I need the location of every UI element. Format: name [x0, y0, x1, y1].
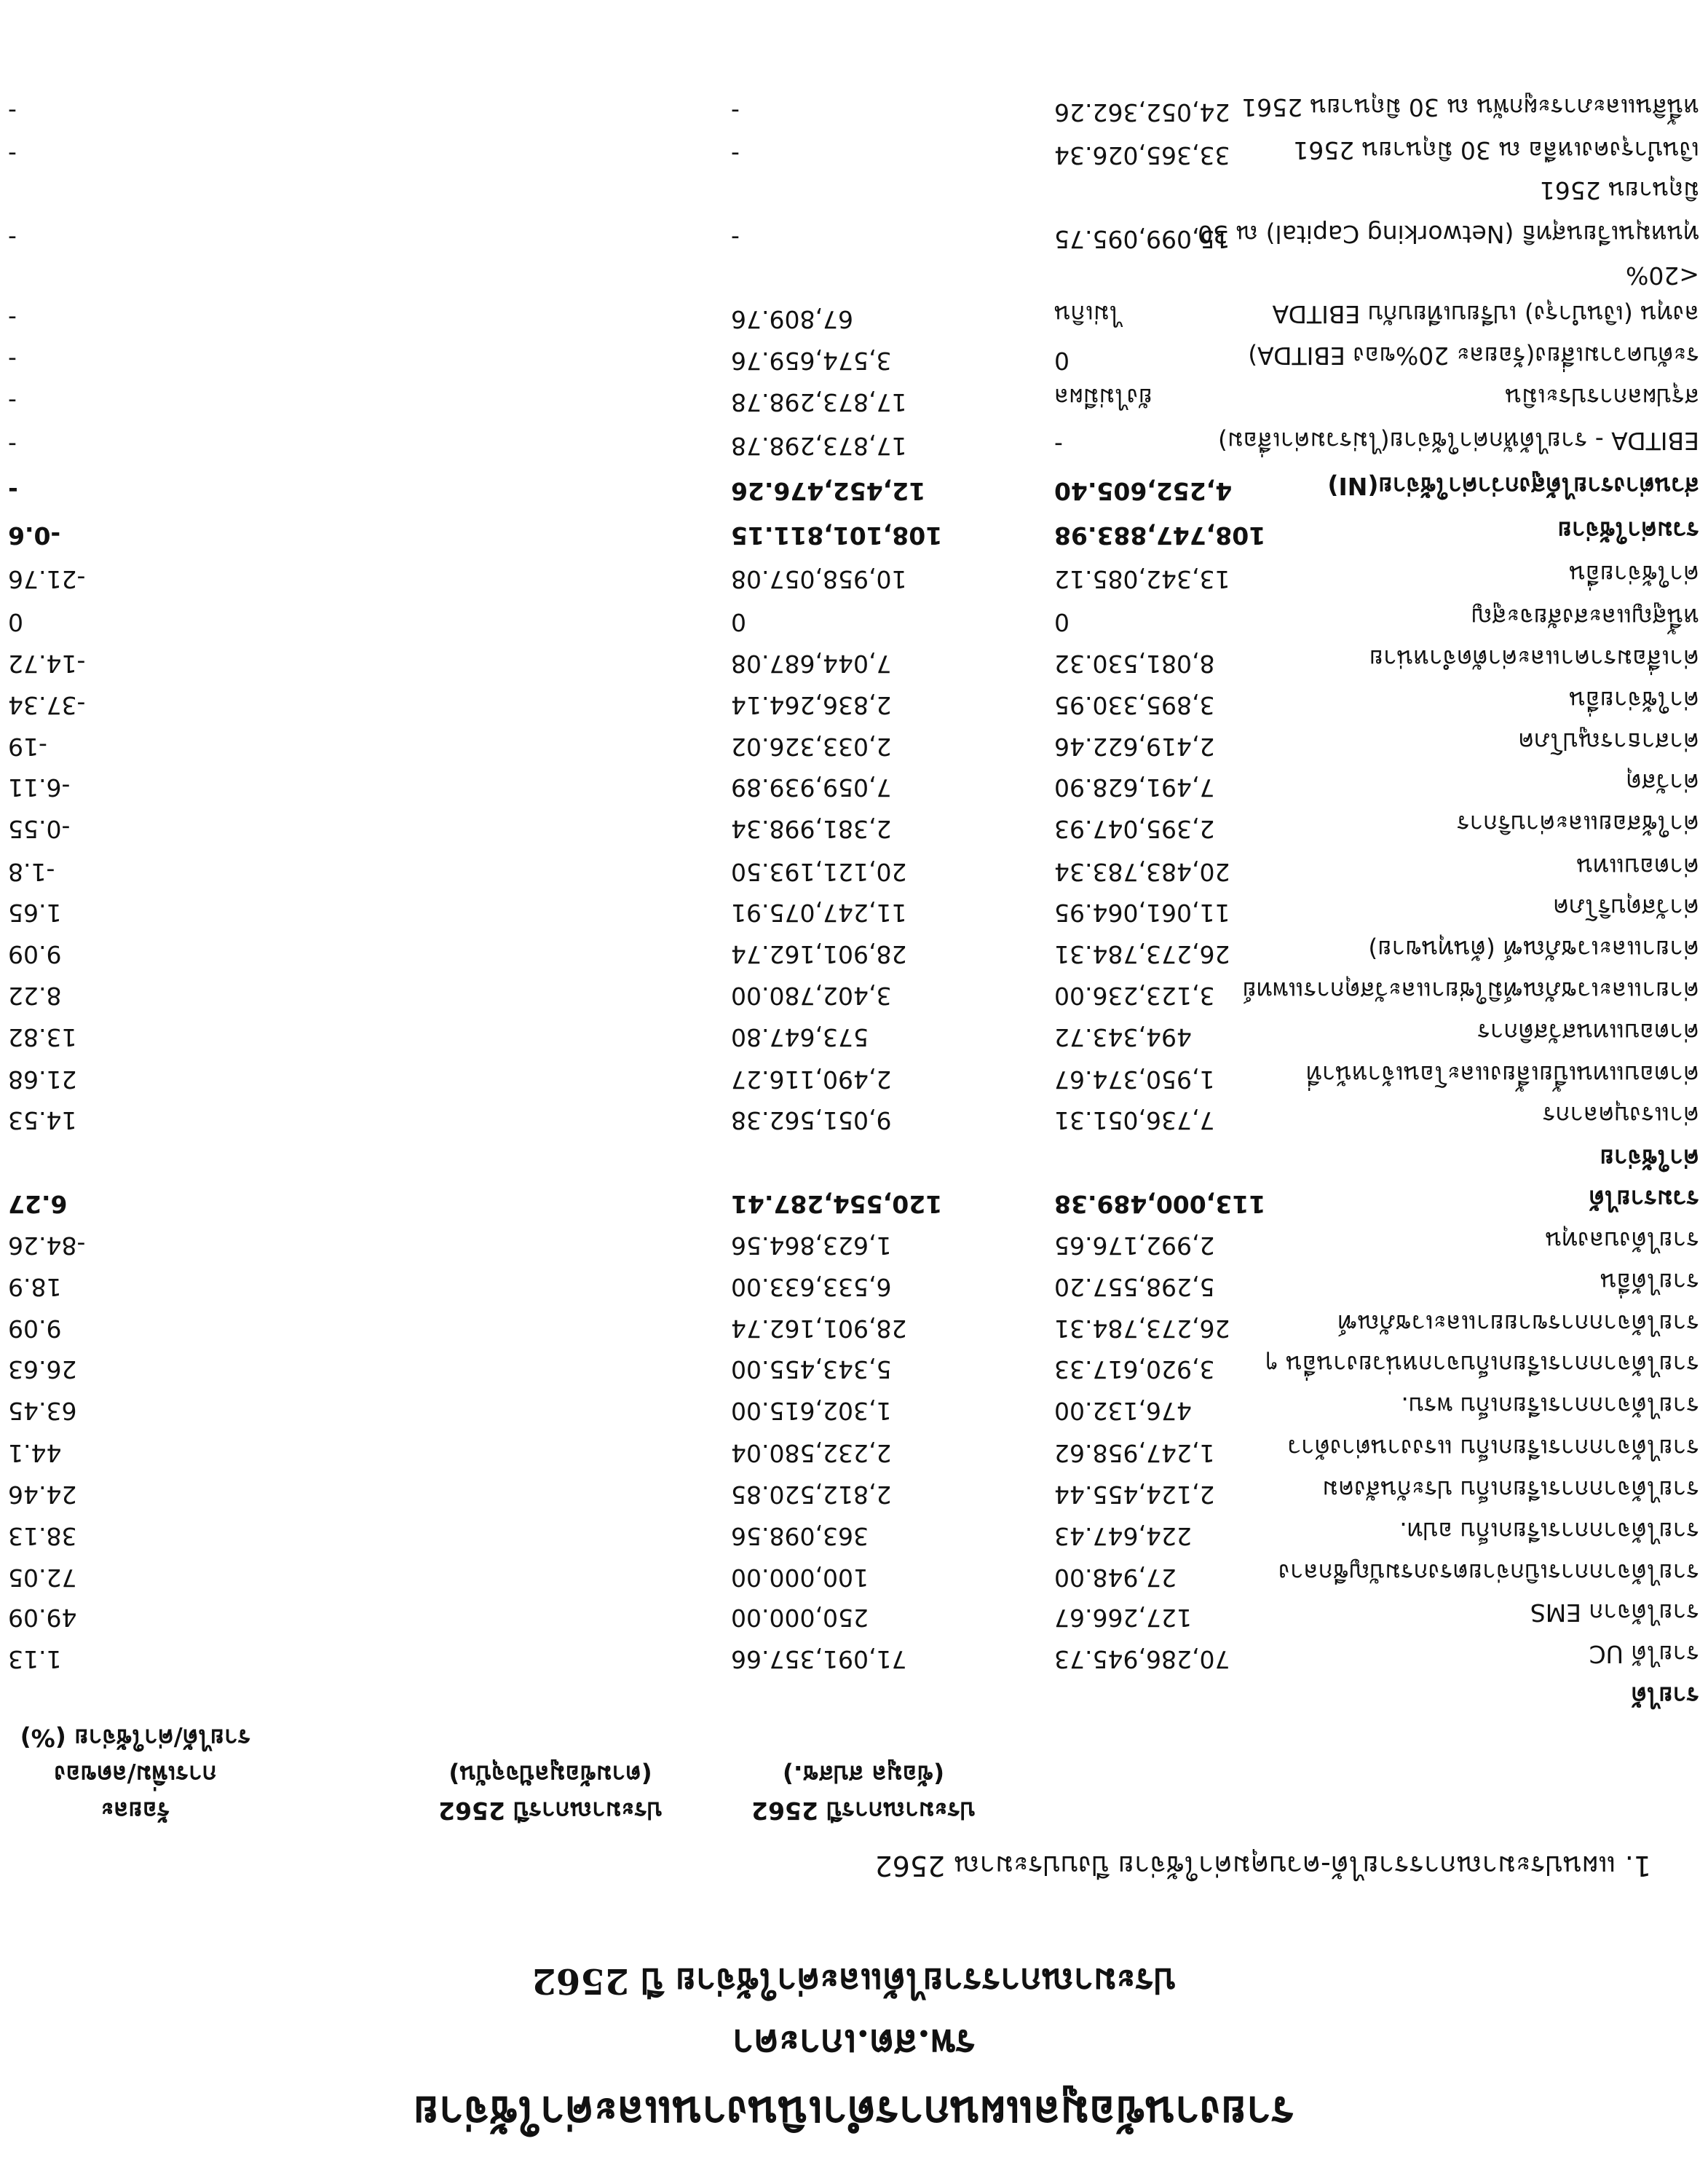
value-col2: 28,901,162.74	[731, 940, 907, 969]
value-col1: 2,419,622.46	[1054, 733, 1215, 761]
col3-header-line1: ร้อยละ	[100, 1797, 170, 1825]
value-col3: -	[8, 388, 17, 417]
col2-header-line2: (ตามข้อมูลปัจจุบัน)	[448, 1760, 652, 1789]
table-row	[0, 472, 1708, 505]
value-col3: -37.34	[8, 691, 86, 720]
table-row	[0, 1599, 1708, 1632]
row-label: ค่าตอบแทน	[1576, 853, 1699, 881]
row-label: รายได้	[1631, 1682, 1699, 1710]
row-label: ค่าเสื่อมราคาและค่าตัดจำหน่าย	[1369, 644, 1699, 673]
value-col1: 2,124,455.44	[1054, 1481, 1215, 1509]
value-col2: 17,873,298.78	[731, 432, 907, 460]
value-col2: 12,452,476.26	[731, 477, 926, 505]
value-col3: -	[8, 347, 17, 375]
col2-header-line1: ประมาณการปี 2562	[438, 1797, 663, 1825]
value-col1: 11,061,064.95	[1054, 899, 1230, 927]
table-row	[0, 516, 1708, 550]
main-title: รายงานข้อมูลแผนการดำเนินงานและค่าใช้จ่าย	[413, 2086, 1295, 2137]
value-col3: 0	[8, 608, 23, 636]
value-col1: 0	[1054, 608, 1070, 636]
row-label: เงินบำรุงคงเหลือ ณ 30 มิถุนายน 2561	[1293, 136, 1699, 165]
value-col1: 8,081,530.32	[1054, 650, 1215, 678]
table-row	[0, 342, 1708, 375]
table-row	[0, 810, 1708, 843]
value-col1: 33,365,026.34	[1054, 141, 1230, 170]
table-row	[0, 1268, 1708, 1301]
value-col2: 7,044,687.08	[731, 650, 892, 678]
value-col2: -	[731, 225, 740, 253]
value-col1: 27,948.00	[1054, 1564, 1177, 1592]
value-col1: 2,992,176.65	[1054, 1231, 1215, 1260]
org-title: รพ.สต.เกาะคา	[732, 2021, 976, 2065]
value-col1: 224,647.43	[1054, 1522, 1192, 1550]
value-col1: 24,052,362.26	[1054, 98, 1230, 127]
row-label: ค่าแรงบุคลากร	[1542, 1101, 1699, 1130]
value-col1: 15,099,095.75	[1054, 225, 1230, 253]
value-col1: 5,298,557.20	[1054, 1273, 1215, 1301]
table-row	[0, 1682, 1708, 1715]
value-col2: 17,873,298.78	[731, 388, 907, 417]
value-col1: -	[1054, 432, 1063, 460]
value-col2: 100,000.00	[731, 1564, 869, 1592]
value-col1: 476,132.00	[1054, 1397, 1192, 1425]
row-label: ค่าวัสดุ	[1626, 768, 1699, 797]
value-col2: 573,647.80	[731, 1023, 869, 1052]
row-label: รวมค่าใช้จ่าย	[1557, 516, 1699, 545]
value-col2: -	[731, 98, 740, 127]
table-row	[0, 644, 1708, 678]
table-row	[0, 1018, 1708, 1052]
value-col3: 6.27	[8, 1190, 68, 1218]
row-label: หนี้สูญและสงสัยจะสูญ	[1471, 603, 1699, 631]
value-col1: 3,895,330.95	[1054, 691, 1215, 720]
table-row	[0, 1558, 1708, 1592]
value-col1: ยังไม่มีผล	[1054, 383, 1153, 411]
table-row	[0, 1226, 1708, 1260]
row-label: ทุนหมุนเวียนสุทธิ (Networking Capital) ณ 30	[1198, 220, 1699, 248]
value-col2: 1,623,864.56	[731, 1231, 892, 1260]
value-col3: -19	[8, 733, 47, 761]
value-col2: 2,381,998.34	[731, 815, 892, 843]
table-row	[0, 1517, 1708, 1550]
table-row	[0, 603, 1708, 636]
value-col2: 11,247,075.91	[731, 899, 907, 927]
value-col2: -	[731, 141, 740, 170]
row-label: ค่าตอบแทนสวัสดิการ	[1477, 1018, 1699, 1046]
col1-header-line1: ประมาณการปี 2562	[751, 1797, 976, 1825]
col1-header-line2: (ข้อมูล สปสช.)	[782, 1760, 945, 1789]
value-col3: -	[8, 225, 17, 253]
value-col1: 3,123,236.00	[1054, 982, 1215, 1010]
row-label: ค่าใช้จ่ายอื่น	[1569, 686, 1699, 714]
value-col1: 1,247,958.62	[1054, 1439, 1215, 1467]
table-row	[0, 686, 1708, 720]
value-col1: 2,395,047.93	[1054, 815, 1215, 843]
row-label: รายได้จากการขายยาและเวชภัณฑ์	[1337, 1309, 1699, 1338]
row-label: รายได้ UC	[1589, 1640, 1699, 1668]
value-col1: 13,342,085.12	[1054, 565, 1230, 594]
value-col3: 8.22	[8, 982, 62, 1010]
row-label: รายได้จากการเรียกเก็บจากหน่วยงานอื่น ๆ	[1265, 1350, 1699, 1379]
value-col3: 21.68	[8, 1065, 77, 1094]
value-col3: 9.09	[8, 940, 62, 969]
value-col2: 6,533,633.00	[731, 1273, 892, 1301]
table-row	[0, 220, 1708, 253]
row-label: ระดับความเสี่ยง(ร้อยละ 20%ของ EBITDA)	[1248, 342, 1699, 370]
value-col2: 28,901,162.74	[731, 1314, 907, 1343]
table-row	[0, 1309, 1708, 1343]
value-col1: 1,950,374.67	[1054, 1065, 1215, 1094]
row-label: EBITDA - รายได้หักค่าใช้จ่าย(ไม่รวมค่าเสื่อม)	[1217, 427, 1699, 455]
value-col2: 3,574,659.76	[731, 347, 892, 375]
value-col2: 2,033,326.02	[731, 733, 892, 761]
value-col3: -84.26	[8, 1231, 86, 1260]
table-row	[0, 935, 1708, 969]
value-col1: 0	[1054, 347, 1070, 375]
value-col1: 494,343.72	[1054, 1023, 1192, 1052]
row-label: รายได้จากการเรียกเก็บ ประกันสังคม	[1322, 1475, 1699, 1504]
table-row	[0, 560, 1708, 594]
value-col3: -	[8, 305, 17, 334]
value-col1: 127,266.67	[1054, 1604, 1192, 1632]
table-row	[0, 261, 1708, 290]
sub-title: ประมาณการรายได้และค่าใช้จ่าย ปี 2562	[531, 1960, 1177, 2001]
row-label: ค่าสาธารณูปโภค	[1518, 728, 1699, 756]
row-label: สรุปผลการประเมิน	[1505, 383, 1699, 411]
value-col3: 13.82	[8, 1023, 77, 1052]
table-row	[0, 1101, 1708, 1135]
value-col1: 26,273,784.31	[1054, 1314, 1230, 1343]
value-col2: 5,343,455.00	[731, 1355, 892, 1384]
row-label: ค่าวัสดุบริโภค	[1553, 894, 1699, 922]
value-col2: 71,091,357.66	[731, 1645, 907, 1674]
value-col3: -	[8, 141, 17, 170]
value-col3: -1.8	[8, 858, 55, 886]
value-col3: -0.6	[8, 521, 61, 550]
value-col1: 26,273,784.31	[1054, 940, 1230, 969]
value-col2: 9,051,562.38	[731, 1106, 892, 1135]
value-col3: 49.09	[8, 1604, 77, 1632]
value-col3: -0.55	[8, 815, 71, 843]
value-col2: 7,059,939.89	[731, 773, 892, 802]
value-col2: 2,812,520.85	[731, 1481, 892, 1509]
value-col2: 20,121,193.50	[731, 858, 907, 886]
table-row	[0, 136, 1708, 170]
table-row	[0, 1392, 1708, 1425]
row-label: ส่วนต่างรายได้สูงกว่าค่าใช้จ่าย(NI)	[1327, 472, 1699, 500]
row-label: รายได้งบลงทุน	[1545, 1226, 1699, 1255]
value-col2: 2,490,116.27	[731, 1065, 892, 1094]
row-label: รายได้จากการเรียกเก็บ อปท.	[1399, 1517, 1699, 1545]
value-col3: -	[8, 477, 18, 505]
table-row	[0, 93, 1708, 127]
row-label: ค่าตอบแทนเบี้ยเลี้ยงและโอนเจ้าหน้าที่	[1306, 1060, 1699, 1089]
col3-header-line3: รายได้/ค่าใช้จ่าย (%)	[20, 1724, 251, 1752]
row-label: หนี้สินและภาระผูกพัน ณ 30 มิถุนายน 2561	[1241, 93, 1699, 122]
table-row	[0, 1185, 1708, 1218]
value-col3: -	[8, 432, 17, 460]
value-col3: 1.13	[8, 1645, 62, 1674]
value-col2: 1,302,615.00	[731, 1397, 892, 1425]
value-col3: 63.45	[8, 1397, 77, 1425]
value-col3: 24.46	[8, 1481, 77, 1509]
row-label: ค่าใช้จ่ายอื่น	[1569, 560, 1699, 588]
value-col1: 3,920,617.33	[1054, 1355, 1215, 1384]
table-row	[0, 768, 1708, 802]
row-label: มิถุนายน 2561	[1539, 176, 1699, 205]
row-label: รายได้จากการเรียกเก็บ พรบ.	[1401, 1392, 1699, 1420]
row-label: รายได้อื่น	[1600, 1268, 1699, 1296]
value-col3: -21.76	[8, 565, 86, 594]
value-col3: -	[8, 98, 17, 127]
table-row	[0, 383, 1708, 417]
value-col3: 9.09	[8, 1314, 62, 1343]
value-col1: 4,252,605.40	[1054, 477, 1233, 505]
col3-header-line2: การเพิ่ม/ลดของ	[54, 1760, 217, 1789]
table-row	[0, 1350, 1708, 1384]
table-row	[0, 1144, 1708, 1178]
value-col1: 20,483,783.34	[1054, 858, 1230, 886]
row-label: รายได้จาก EMS	[1530, 1599, 1699, 1627]
value-col1: 7,491,628.90	[1054, 773, 1215, 802]
row-label: <20%	[1626, 261, 1699, 290]
table-row	[0, 894, 1708, 927]
value-col2: 108,101,811.15	[731, 521, 943, 550]
row-label: รายได้จากการเรียกเก็บ แรงงานต่างด้าว	[1287, 1434, 1699, 1462]
row-label: ค่ายาและเวชภัณฑ์ (ต้นทุนขาย)	[1368, 935, 1699, 963]
table-row	[0, 977, 1708, 1010]
value-col3: 14.53	[8, 1106, 77, 1135]
value-col1: 70,286,945.73	[1054, 1645, 1230, 1674]
value-col2: 67,809.76	[731, 305, 853, 334]
row-label: ลงทุน (เงินบำรุง) เปรียบเทียบกับ EBITDA	[1272, 300, 1699, 328]
value-col3: 72.05	[8, 1564, 77, 1592]
row-label: ค่าใช้จ่าย	[1600, 1144, 1699, 1172]
row-label: รวมรายได้	[1589, 1185, 1699, 1213]
section-heading: 1. แผนประมาณการรายได้-ควบคุมค่าใช้จ่าย ปีงบประมาณ 2562	[874, 1850, 1651, 1882]
value-col3: -6.11	[8, 773, 71, 802]
row-label: ค่ายาและเวชภัณฑ์มิใช่ยาและวัสดุการแพทย์	[1242, 977, 1699, 1005]
table-row	[0, 300, 1708, 334]
value-col3: 1.65	[8, 899, 62, 927]
value-col3: 44.1	[8, 1439, 62, 1467]
table-row	[0, 1434, 1708, 1467]
value-col1: ไม่เกิน	[1054, 300, 1122, 328]
value-col3: -14.72	[8, 650, 86, 678]
table-row	[0, 1640, 1708, 1674]
value-col2: 2,836,264.14	[731, 691, 892, 720]
table-row	[0, 1475, 1708, 1509]
value-col2: 0	[731, 608, 746, 636]
value-col3: 38.13	[8, 1522, 77, 1550]
value-col2: 3,402,780.00	[731, 982, 892, 1010]
value-col1: 113,000,489.38	[1054, 1190, 1266, 1218]
table-row	[0, 1060, 1708, 1094]
table-row	[0, 853, 1708, 886]
value-col2: 120,554,287.41	[731, 1190, 943, 1218]
row-label: รายได้จากการเบิกจ่ายตรงกรมบัญชีกลาง	[1278, 1558, 1699, 1587]
value-col2: 363,098.56	[731, 1522, 869, 1550]
row-label: ค่าใช้สอยและค่าบริการ	[1456, 810, 1699, 838]
value-col1: 7,736,051.31	[1054, 1106, 1215, 1135]
table-row	[0, 728, 1708, 761]
value-col3: 18.9	[8, 1273, 62, 1301]
table-row	[0, 427, 1708, 460]
value-col3: 26.63	[8, 1355, 77, 1384]
value-col2: 250,000.00	[731, 1604, 869, 1632]
value-col2: 2,232,580.04	[731, 1439, 892, 1467]
value-col1: 108,747,883.98	[1054, 521, 1266, 550]
table-row	[0, 176, 1708, 210]
value-col2: 10,958,057.08	[731, 565, 907, 594]
